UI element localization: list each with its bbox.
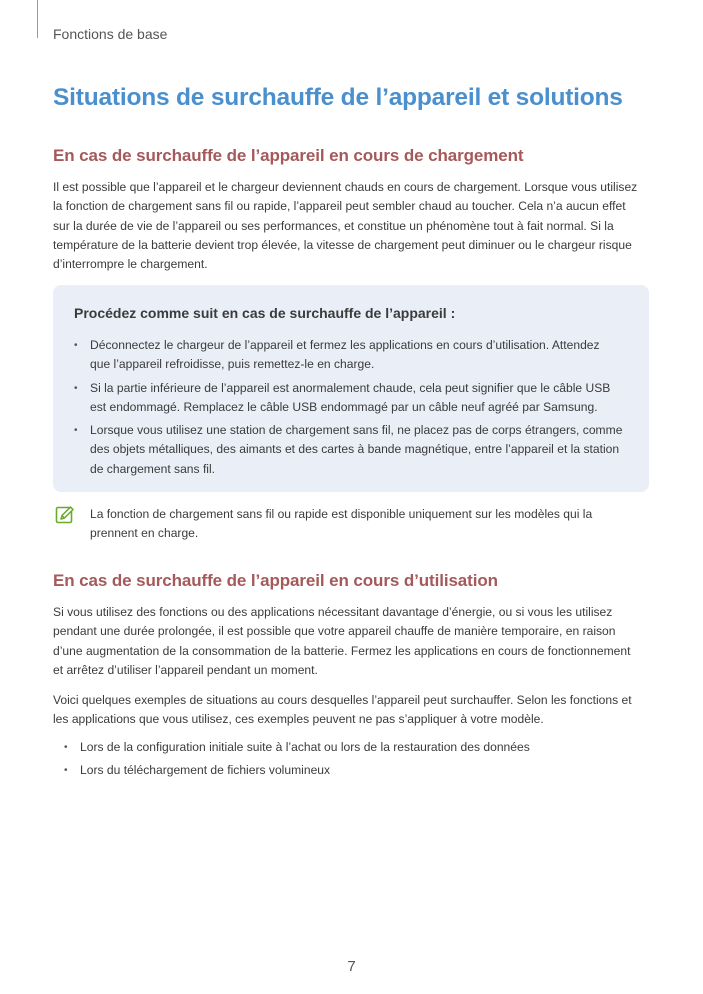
note-text [90,505,650,544]
page-number: 7 [347,958,356,975]
text-line: est endommagé. Remplacez le câble USB endommagé par un câble neuf agréé par Samsung. [90,399,598,414]
header-label: Fonctions de base [53,26,168,42]
usage-paragraph [53,603,651,680]
text-line: pendant une durée prolongée, il est possible que votre appareil chauffe de manière temporaire, en raison [53,624,616,639]
text-line: sur la durée de vie de l’appareil ou ses performances, et constitue un phénomène tout à fait normal. Si la [53,218,614,233]
overheat-callout-box [53,285,649,492]
examples-list [64,738,644,785]
bullet-icon: • [64,765,68,777]
list-item [74,379,634,418]
charging-paragraph [53,178,651,274]
callout-list [74,336,634,483]
list-item-text: Lors de la configuration initiale suite à l’achat ou lors de la restauration des données [80,740,530,754]
text-line: la fonction de chargement sans fil ou rapide, l’appareil peut sembler chaud au toucher. Cela n’a aucun effet [53,199,626,214]
section-heading-charging: En cas de surchauffe de l’appareil en cours de chargement [53,146,524,165]
bullet-icon: • [64,742,68,753]
header-rule [37,0,38,38]
text-line: Voici quelques exemples de situations au cours desquelles l’appareil peut surchauffer. Selon les fonctions et [53,693,632,707]
text-line: d’une augmentation de la consommation de la batterie. Fermez les applications en cours de fonctionnement [53,643,631,658]
text-line: Il est possible que l’appareil et le chargeur deviennent chauds en cours de chargement. Lorsque vous utilisez [53,180,638,194]
list-item [74,336,634,375]
list-item [74,421,634,479]
callout-title: Procédez comme suit en cas de surchauffe de l’appareil : [74,305,456,321]
text-line: température de la batterie devient trop élevée, la vitesse de chargement peut diminuer ou le chargeur risque [53,237,632,252]
text-line: prennent en charge. [90,526,199,541]
bullet-icon: • [74,382,78,394]
text-line: Lorsque vous utilisez une station de chargement sans fil, ne placez pas de corps étrangers, comme [90,423,623,438]
text-line: Si la partie inférieure de l’appareil est anormalement chaude, cela peut signifier que le câble USB [90,380,611,395]
section-heading-usage: En cas de surchauffe de l’appareil en cours d’utilisation [53,571,498,590]
bullet-icon: • [74,340,78,351]
note-pencil-icon [55,505,75,525]
list-item-text: Lors du téléchargement de fichiers volumineux [80,763,331,778]
text-line: de chargement sans fil. [90,461,216,476]
text-line: des objets métalliques, des aimants et des cartes à bande magnétique, entre l’appareil et la station [90,442,620,457]
text-line: Déconnectez le chargeur de l’appareil et fermez les applications en cours d’utilisation. Attendez [90,338,600,352]
text-line: et arrêtez d’utiliser l’appareil pendant un moment. [53,662,318,677]
list-item [64,761,644,780]
text-line: La fonction de chargement sans fil ou rapide est disponible uniquement sur les modèles qui la [90,507,593,521]
text-line: Si vous utilisez des fonctions ou des applications nécessitant davantage d’énergie, ou si vous les utilisez [53,605,613,619]
text-line: que l’appareil refroidisse, puis remettez-le en charge. [90,357,375,372]
page-title: Situations de surchauffe de l’appareil et solutions [53,84,623,111]
bullet-icon: • [74,425,78,437]
examples-paragraph [53,691,651,730]
text-line: d’interrompre le chargement. [53,257,208,272]
text-line: les applications que vous utilisez, ces exemples peuvent ne pas s’appliquer à votre modèle. [53,712,544,727]
list-item [64,738,644,757]
